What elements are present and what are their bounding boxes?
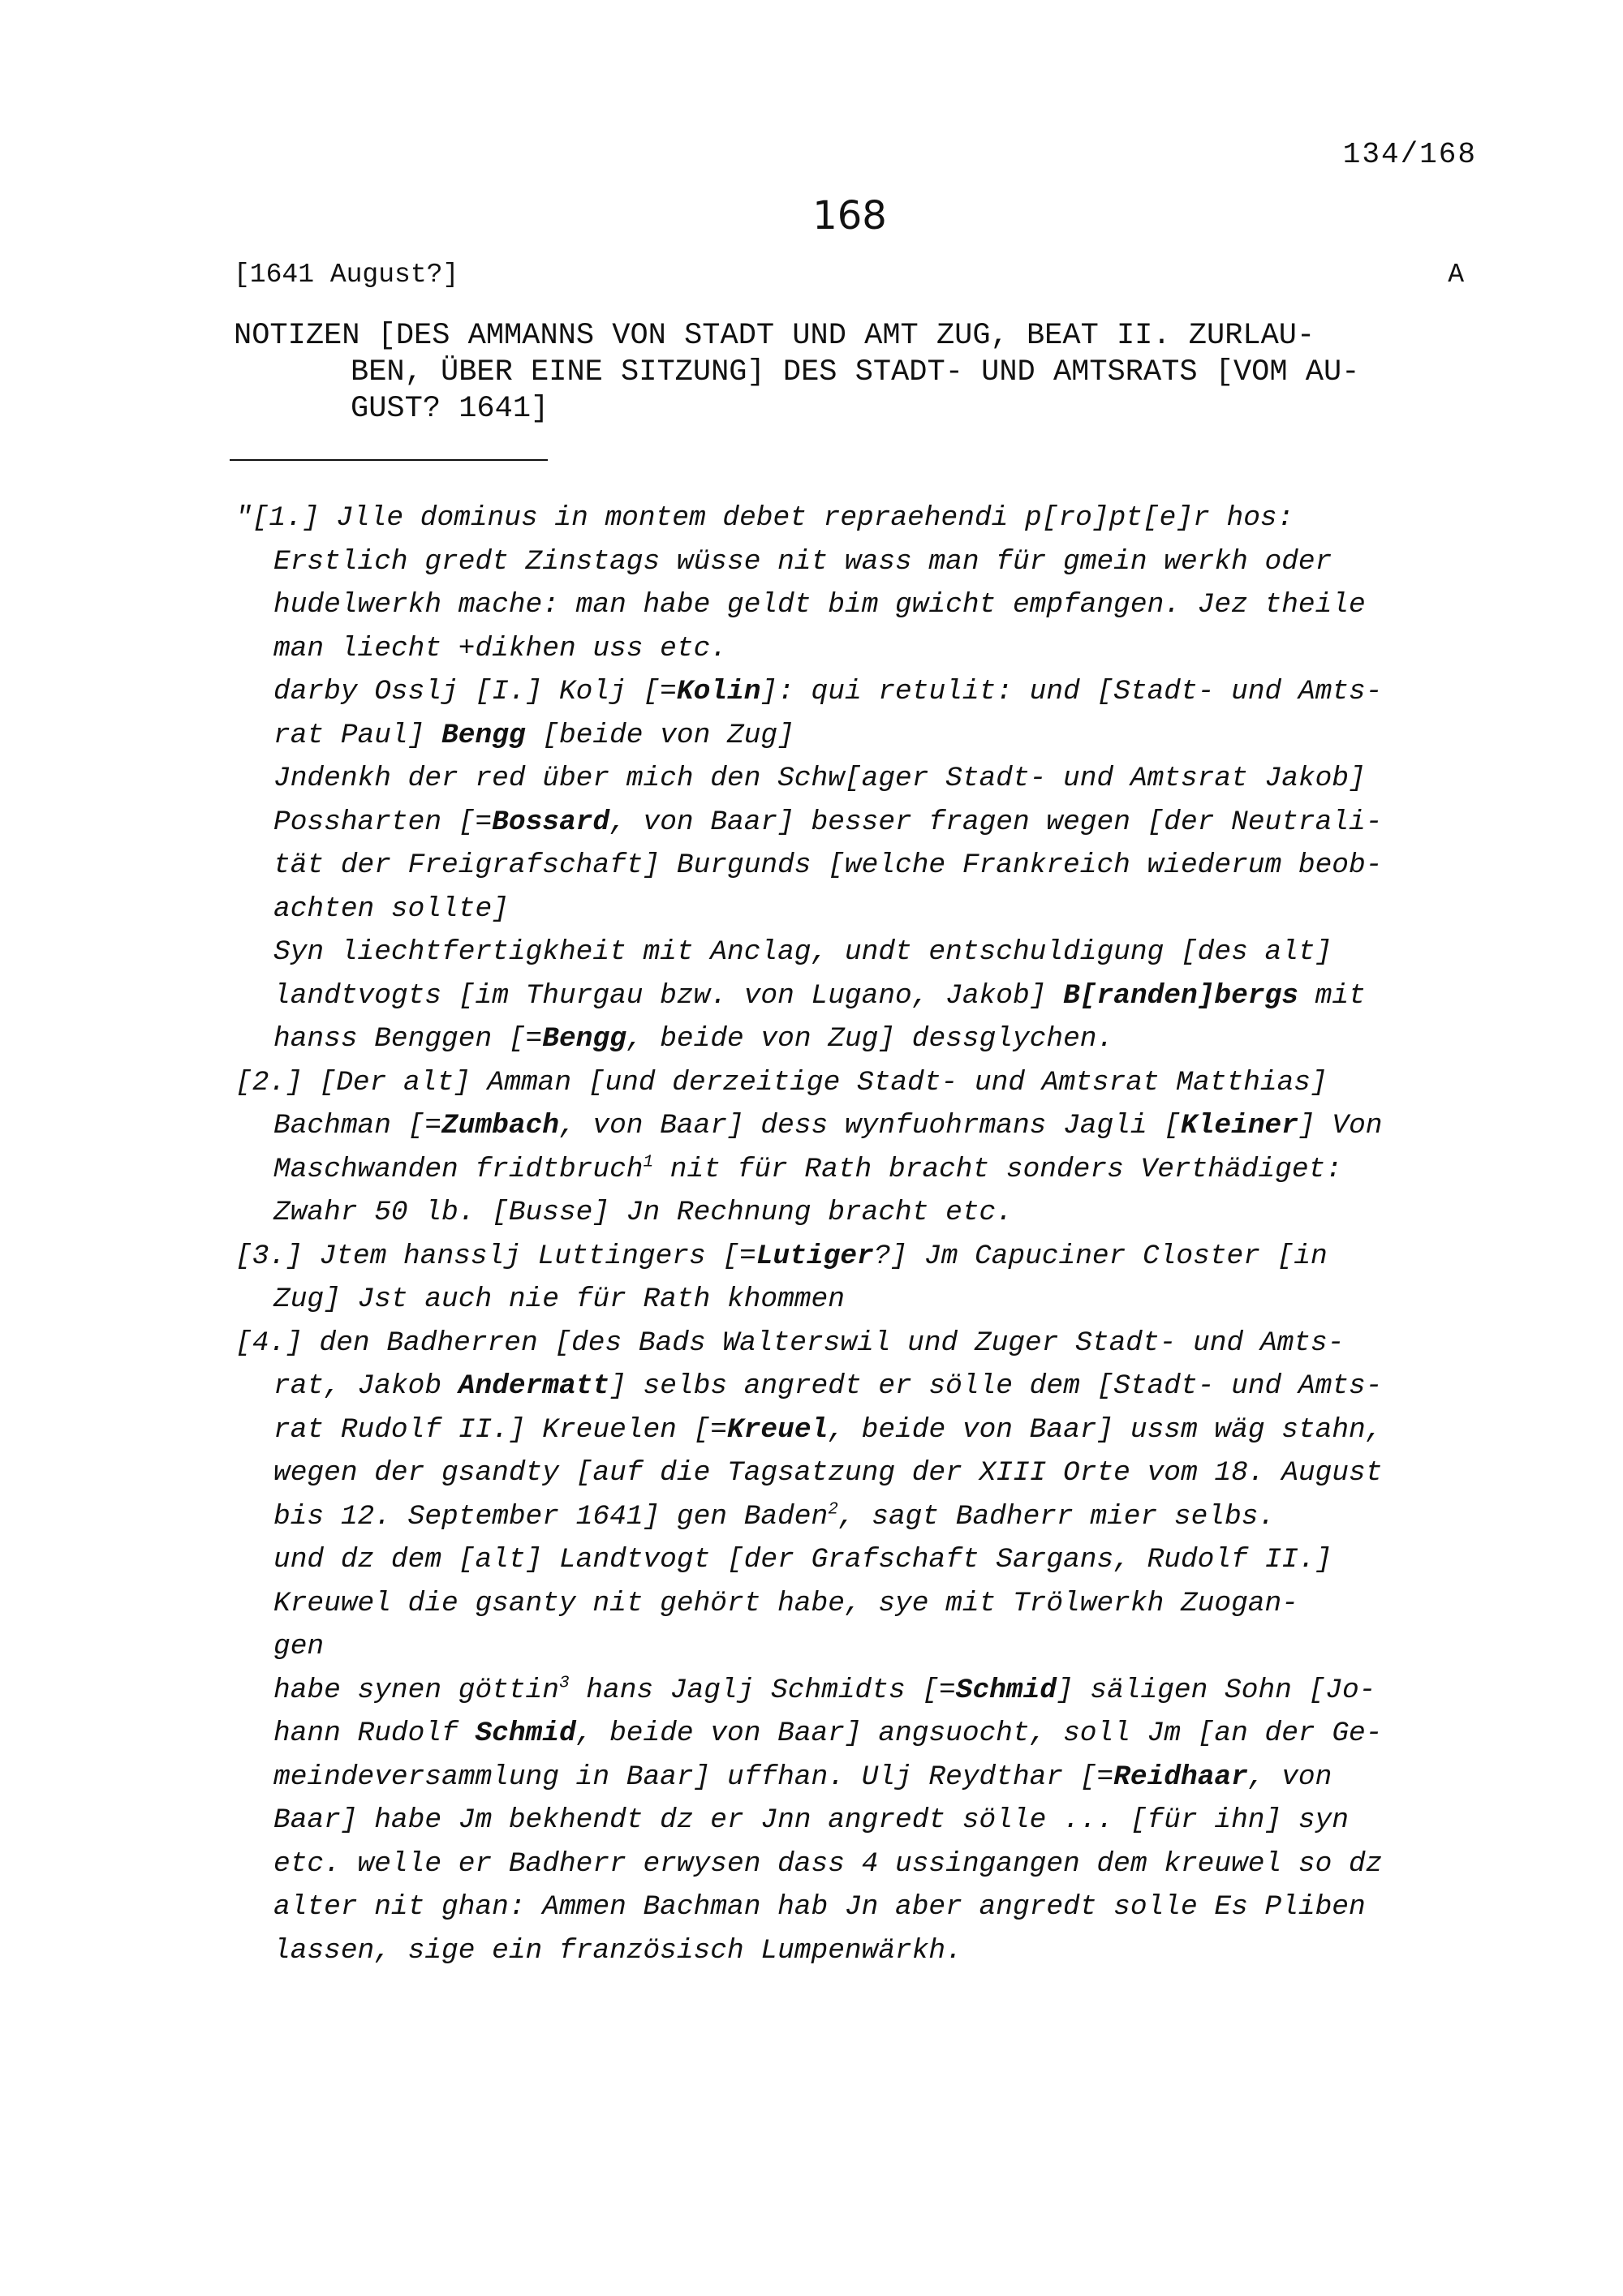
footnote-marker: 3 (558, 1674, 570, 1692)
transcription-line: habe synen göttin$^3$ hans Jaglj Schmidts [=Schmid] säligen Sohn [Jo- (273, 1674, 1376, 1706)
transcription-line: hudelwerkh mache: man habe geldt bim gwicht empfangen. Jez theile (273, 589, 1366, 621)
person-name: Zumbach (441, 1110, 559, 1142)
title-line: BEN, ÜBER EINE SITZUNG] DES STADT- UND AMTSRATS [VOM AU- (351, 355, 1360, 389)
person-name: Schmid (475, 1718, 576, 1749)
transcription-line: Kreuwel die gsanty nit gehört habe, sye mit Trölwerkh Zuogan- (273, 1587, 1298, 1619)
title-divider (230, 459, 548, 461)
transcription-line: bis 12. September 1641] gen Baden$^2$, sagt Badherr mier selbs. (273, 1500, 1276, 1533)
person-name: Kreuel (727, 1413, 829, 1446)
document-title (234, 318, 1471, 428)
transcription-line: Bachman [=Zumbach, von Baar] dess wynfuohrmans Jagli [Kleiner] Von (273, 1110, 1383, 1142)
person-name: Bengg (441, 719, 526, 751)
person-name: Reidhaar (1113, 1761, 1248, 1793)
transcription-line: lassen, sige ein französisch Lumpenwärkh. (273, 1934, 962, 1967)
person-name: B[randen]bergs (1063, 979, 1298, 1012)
person-name: Kleiner (1181, 1110, 1298, 1142)
transcription-line: rat Rudolf II.] Kreuelen [=Kreuel, beide von Baar] ussm wäg stahn, (273, 1413, 1383, 1446)
transcription-line: [2.] [Der alt] Amman [und derzeitige Stadt- und Amtsrat Matthias] (235, 1066, 1328, 1099)
date-line (234, 260, 1464, 290)
transcription-line: Baar] habe Jm bekhendt dz er Jnn angredt sölle ... [für ihn] syn (273, 1804, 1350, 1836)
transcription-line: man liecht +dikhen uss etc. (273, 632, 727, 664)
transcription-line: Erstlich gredt Zinstags wüsse nit wass man für gmein werkh oder (273, 545, 1332, 578)
transcription-line: [3.] Jtem hansslj Luttingers [=Lutiger?] Jm Capuciner Closter [in (235, 1240, 1328, 1272)
transcription-line: Maschwanden fridtbruch$^1$ nit für Rath bracht sonders Verthädiget: (273, 1153, 1342, 1185)
transcription-line: achten sollte] (273, 892, 509, 925)
transcription-line: rat Paul] Bengg [beide von Zug] (273, 719, 794, 751)
footnote-marker: 1 (643, 1153, 654, 1172)
person-name: Bossard (492, 806, 610, 838)
transcription-line: Possharten [=Bossard, von Baar] besser fragen wegen [der Neutrali- (273, 806, 1383, 838)
person-name: Kolin (676, 676, 761, 707)
page-counter: 134/168 (1342, 138, 1477, 171)
footnote-marker: 2 (828, 1500, 838, 1519)
transcription-line: Syn liechtfertigkheit mit Anclag, undt entschuldigung [des alt] (273, 936, 1332, 968)
transcription-line: Zwahr 50 lb. [Busse] Jn Rechnung bracht etc. (273, 1197, 1013, 1228)
transcription-line: darby Osslj [I.] Kolj [=Kolin]: qui retulit: und [Stadt- und Amts- (273, 676, 1383, 707)
transcription-line: "[1.] Jlle dominus in montem debet repraehendi p[ro]pt[e]r hos: (235, 502, 1294, 534)
transcription-line: Jndenkh der red über mich den Schw[ager Stadt- und Amtsrat Jakob] (273, 763, 1366, 794)
person-name: Andermatt (458, 1370, 610, 1402)
transcription-line: alter nit ghan: Ammen Bachman hab Jn aber angredt solle Es Pliben (273, 1891, 1366, 1923)
transcription-line: meindeversammlung in Baar] uffhan. Ulj Reydthar [=Reidhaar, von (273, 1761, 1332, 1793)
transcription-line: wegen der gsandty [auf die Tagsatzung der XIII Orte vom 18. August (273, 1457, 1383, 1489)
transcription-line: landtvogts [im Thurgau bzw. von Lugano, Jakob] B[randen]bergs mit (273, 979, 1366, 1012)
transcription-line: und dz dem [alt] Landtvogt [der Grafschaft Sargans, Rudolf II.] (273, 1544, 1332, 1576)
document-date: [1641 August?] (234, 260, 459, 290)
transcription-line: tät der Freigrafschaft] Burgunds [welche Frankreich wiederum beob- (273, 849, 1383, 881)
transcription-line: rat, Jakob Andermatt] selbs angredt er sölle dem [Stadt- und Amts- (273, 1370, 1383, 1402)
transcription-line: hanss Benggen [=Bengg, beide von Zug] dessglychen. (273, 1023, 1114, 1055)
title-line: NOTIZEN [DES AMMANNS VON STADT UND AMT ZUG, BEAT II. ZURLAU- (234, 319, 1315, 353)
transcription-line: etc. welle er Badherr erwysen dass 4 ussingangen dem kreuwel so dz (273, 1847, 1383, 1880)
transcription-line: gen (273, 1631, 325, 1662)
transcription-line: [4.] den Badherren [des Bads Walterswil und Zuger Stadt- und Amts- (235, 1326, 1345, 1359)
person-name: Schmid (955, 1674, 1057, 1706)
transcription-line: hann Rudolf Schmid, beide von Baar] angsuocht, soll Jm [an der Ge- (273, 1718, 1383, 1749)
source-mark: A (1448, 260, 1464, 290)
person-name: Bengg (542, 1023, 626, 1055)
title-line: GUST? 1641] (351, 392, 549, 426)
document-number: 168 (812, 193, 887, 239)
transcription-body (235, 497, 1501, 1972)
person-name: Lutiger (756, 1240, 874, 1272)
transcription-line: Zug] Jst auch nie für Rath khommen (273, 1283, 845, 1315)
